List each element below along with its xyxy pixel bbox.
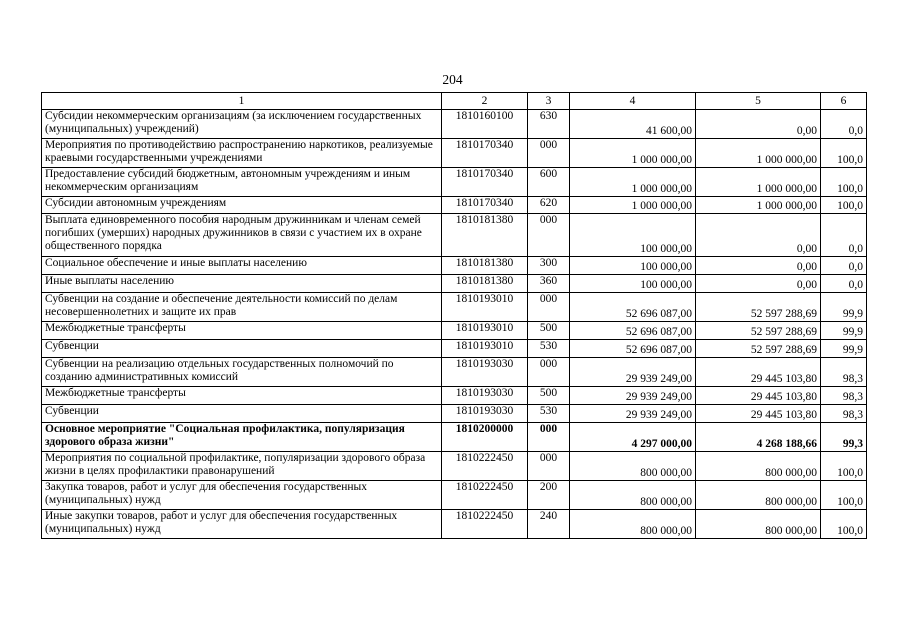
row-fact: 0,00	[696, 214, 821, 257]
row-plan: 100 000,00	[570, 257, 696, 275]
row-expense-type: 200	[528, 481, 570, 510]
row-percent: 98,3	[821, 387, 867, 405]
row-fact: 52 597 288,69	[696, 322, 821, 340]
row-name: Субвенции	[42, 405, 442, 423]
row-fact: 800 000,00	[696, 481, 821, 510]
row-name: Межбюджетные трансферты	[42, 387, 442, 405]
header-cell: 6	[821, 93, 867, 110]
row-code: 1810170340	[442, 197, 528, 214]
row-percent: 0,0	[821, 110, 867, 139]
row-fact: 800 000,00	[696, 452, 821, 481]
row-plan: 4 297 000,00	[570, 423, 696, 452]
table-row	[42, 322, 867, 340]
row-code: 1810181380	[442, 257, 528, 275]
row-expense-type: 630	[528, 110, 570, 139]
row-percent: 100,0	[821, 197, 867, 214]
row-fact: 0,00	[696, 110, 821, 139]
row-code: 1810170340	[442, 168, 528, 197]
row-plan: 29 939 249,00	[570, 387, 696, 405]
table-row	[42, 423, 867, 452]
table-row	[42, 257, 867, 275]
row-code: 1810193010	[442, 293, 528, 322]
row-expense-type: 000	[528, 423, 570, 452]
row-plan: 100 000,00	[570, 275, 696, 293]
row-expense-type: 530	[528, 340, 570, 358]
row-percent: 100,0	[821, 481, 867, 510]
row-code: 1810193030	[442, 358, 528, 387]
row-name: Субвенции на реализацию отдельных государственных полномочий по созданию административных комиссий	[42, 358, 442, 387]
row-plan: 52 696 087,00	[570, 322, 696, 340]
row-fact: 52 597 288,69	[696, 293, 821, 322]
table-row	[42, 405, 867, 423]
table-row	[42, 139, 867, 168]
header-cell: 5	[696, 93, 821, 110]
row-percent: 99,3	[821, 423, 867, 452]
row-name: Выплата единовременного пособия народным дружинникам и членам семей погибших (умерших) народных дружинников в связи с участием их в охране общественного порядка	[42, 214, 442, 257]
row-name: Субвенции на создание и обеспечение деятельности комиссий по делам несовершеннолетних и защите их прав	[42, 293, 442, 322]
row-plan: 52 696 087,00	[570, 293, 696, 322]
row-expense-type: 000	[528, 452, 570, 481]
row-code: 1810222450	[442, 510, 528, 539]
row-expense-type: 000	[528, 358, 570, 387]
row-percent: 100,0	[821, 168, 867, 197]
row-percent: 98,3	[821, 358, 867, 387]
row-expense-type: 000	[528, 293, 570, 322]
row-code: 1810222450	[442, 481, 528, 510]
row-name: Социальное обеспечение и иные выплаты населению	[42, 257, 442, 275]
table-row	[42, 452, 867, 481]
row-name: Субвенции	[42, 340, 442, 358]
row-percent: 100,0	[821, 452, 867, 481]
row-fact: 29 445 103,80	[696, 358, 821, 387]
row-code: 1810193030	[442, 387, 528, 405]
row-name: Основное мероприятие "Социальная профилактика, популяризация здорового образа жизни"	[42, 423, 442, 452]
row-expense-type: 530	[528, 405, 570, 423]
table-row	[42, 387, 867, 405]
row-code: 1810181380	[442, 214, 528, 257]
row-code: 1810193010	[442, 322, 528, 340]
row-code: 1810170340	[442, 139, 528, 168]
row-percent: 99,9	[821, 293, 867, 322]
row-fact: 29 445 103,80	[696, 387, 821, 405]
table-row	[42, 293, 867, 322]
row-expense-type: 000	[528, 139, 570, 168]
row-expense-type: 360	[528, 275, 570, 293]
row-name: Предоставление субсидий бюджетным, автономным учреждениям и иным некоммерческим организациям	[42, 168, 442, 197]
row-plan: 29 939 249,00	[570, 358, 696, 387]
row-name: Иные выплаты населению	[42, 275, 442, 293]
header-cell: 2	[442, 93, 528, 110]
row-plan: 800 000,00	[570, 452, 696, 481]
table-row	[42, 275, 867, 293]
row-fact: 29 445 103,80	[696, 405, 821, 423]
row-percent: 100,0	[821, 139, 867, 168]
row-fact: 4 268 188,66	[696, 423, 821, 452]
table-row	[42, 340, 867, 358]
row-code: 1810160100	[442, 110, 528, 139]
row-expense-type: 620	[528, 197, 570, 214]
table-row	[42, 197, 867, 214]
header-cell: 1	[42, 93, 442, 110]
row-plan: 29 939 249,00	[570, 405, 696, 423]
row-code: 1810193030	[442, 405, 528, 423]
row-percent: 99,9	[821, 322, 867, 340]
row-percent: 0,0	[821, 214, 867, 257]
row-name: Мероприятия по социальной профилактике, популяризации здорового образа жизни в целях профилактики правонарушений	[42, 452, 442, 481]
table-row	[42, 510, 867, 539]
row-expense-type: 000	[528, 214, 570, 257]
row-code: 1810200000	[442, 423, 528, 452]
row-plan: 41 600,00	[570, 110, 696, 139]
row-name: Иные закупки товаров, работ и услуг для обеспечения государственных (муниципальных) нужд	[42, 510, 442, 539]
row-fact: 1 000 000,00	[696, 168, 821, 197]
row-plan: 100 000,00	[570, 214, 696, 257]
row-percent: 0,0	[821, 275, 867, 293]
table-row	[42, 481, 867, 510]
budget-table	[41, 92, 867, 539]
header-row	[42, 93, 867, 110]
row-name: Субсидии автономным учреждениям	[42, 197, 442, 214]
row-expense-type: 240	[528, 510, 570, 539]
row-name: Мероприятия по противодействию распространению наркотиков, реализуемые краевыми государственными учреждениями	[42, 139, 442, 168]
row-fact: 1 000 000,00	[696, 197, 821, 214]
row-plan: 1 000 000,00	[570, 139, 696, 168]
row-name: Межбюджетные трансферты	[42, 322, 442, 340]
table-row	[42, 214, 867, 257]
row-code: 1810193010	[442, 340, 528, 358]
row-plan: 52 696 087,00	[570, 340, 696, 358]
table-row	[42, 358, 867, 387]
row-fact: 52 597 288,69	[696, 340, 821, 358]
row-fact: 0,00	[696, 257, 821, 275]
row-expense-type: 500	[528, 387, 570, 405]
row-plan: 800 000,00	[570, 510, 696, 539]
row-expense-type: 500	[528, 322, 570, 340]
table-row	[42, 168, 867, 197]
row-expense-type: 600	[528, 168, 570, 197]
row-fact: 1 000 000,00	[696, 139, 821, 168]
row-name: Закупка товаров, работ и услуг для обеспечения государственных (муниципальных) нужд	[42, 481, 442, 510]
row-percent: 0,0	[821, 257, 867, 275]
table-row	[42, 110, 867, 139]
row-code: 1810181380	[442, 275, 528, 293]
row-percent: 100,0	[821, 510, 867, 539]
row-plan: 1 000 000,00	[570, 197, 696, 214]
row-code: 1810222450	[442, 452, 528, 481]
row-name: Субсидии некоммерческим организациям (за исключением государственных (муниципальных) учреждений)	[42, 110, 442, 139]
header-cell: 4	[570, 93, 696, 110]
row-percent: 98,3	[821, 405, 867, 423]
header-cell: 3	[528, 93, 570, 110]
page-number: 204	[442, 72, 463, 87]
row-expense-type: 300	[528, 257, 570, 275]
row-fact: 800 000,00	[696, 510, 821, 539]
row-plan: 800 000,00	[570, 481, 696, 510]
row-fact: 0,00	[696, 275, 821, 293]
row-percent: 99,9	[821, 340, 867, 358]
row-plan: 1 000 000,00	[570, 168, 696, 197]
